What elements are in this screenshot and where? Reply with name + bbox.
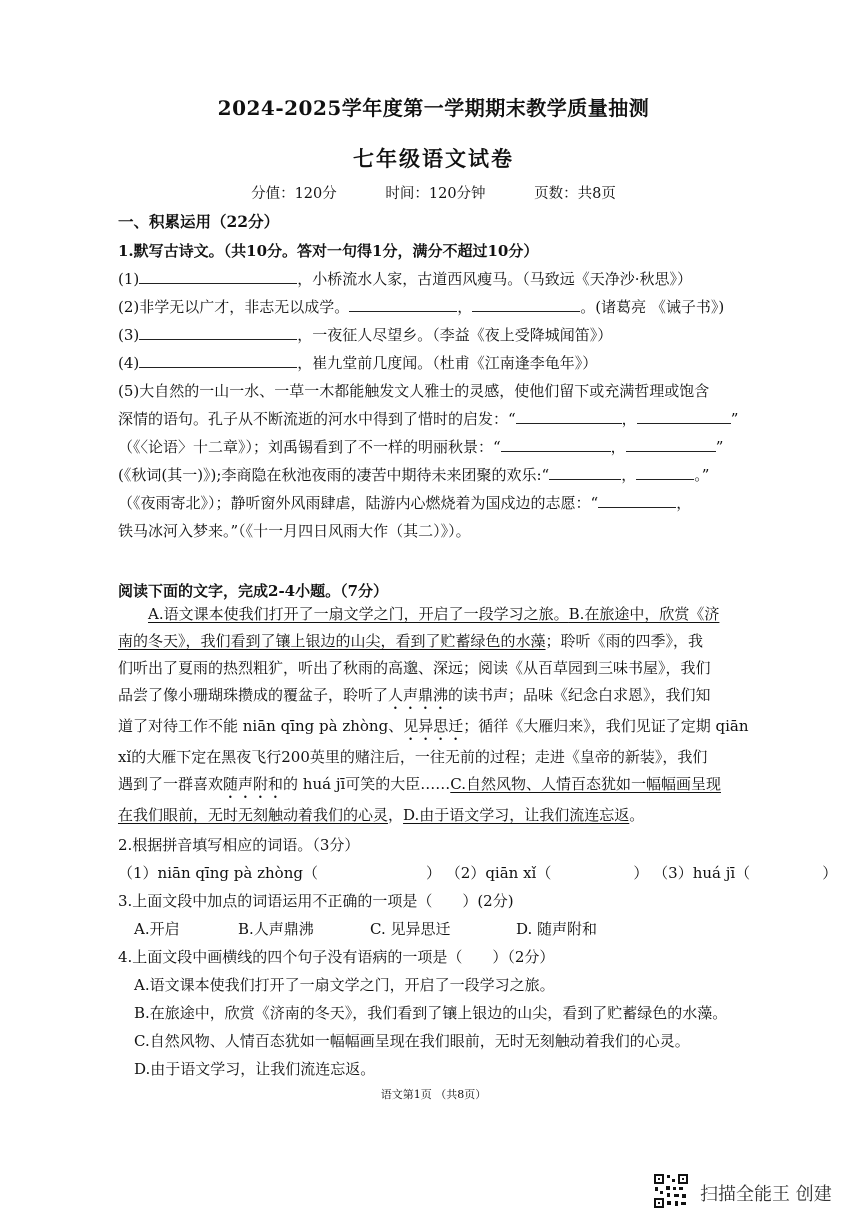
- reading-passage: A.语文课本使我们打开了一扇文学之门，开启了一段学习之旅。B.在旅途中，欣赏《济 南的冬天》，我们看到了镶上银边的山尖，看到了贮蓄绿色的水藻；聆听《雨的四季》，我 们听出了夏雨的热烈粗犷，听出了秋雨的高邈、深远；阅读《从百草园到三味书屋》，我们 品尝了像小珊瑚珠攒成的覆盆子，聆听了人声鼎沸的读书声；品味《纪念白求恩》，我们知 道了对待工作不能 niān qīng pà zhòng、见异思迁；循徉《大雁归来》，我们见证了定期 qiān xǐ的大雁下定在黑夜飞行200英里的赌注后，一往无前的过程；走进《皇帝的新装》，我们 遇到了一群喜欢随声附和的 huá jī可笑的大臣……C.自然风物、人情百态犹如一幅幅画呈现 在我们眼前，无时无刻触动着我们的心灵，D.由于语文学习，让我们流连忘返。: [118, 605, 749, 824]
- dotted-word: 人声鼎沸: [388, 686, 449, 704]
- answer-blank[interactable]: [516, 409, 622, 424]
- exam-subtitle: 七年级语文试卷: [353, 146, 514, 171]
- dotted-word: 见异思迁: [403, 717, 464, 735]
- question-3-options: [134, 918, 597, 939]
- q1-item-5-line-5: （《夜雨寄北》）；静听窗外风雨肆虐，陆游内心燃烧着为国戍边的志愿：“ ，: [118, 494, 692, 512]
- qr-code-icon: [653, 1173, 689, 1209]
- sentence-d: D.由于语文学习，让我们流连忘返: [403, 806, 630, 824]
- q4-option-d[interactable]: D.由于语文学习，让我们流连忘返。: [134, 1060, 376, 1078]
- answer-blank[interactable]: [349, 297, 457, 312]
- q1-item-4: (4) ，崔九堂前几度闻。（杜甫《江南逢李龟年》）: [118, 354, 598, 372]
- option-c[interactable]: C. 见异思迁: [370, 920, 451, 938]
- answer-blank[interactable]: [472, 297, 580, 312]
- option-d[interactable]: D. 随声附和: [516, 920, 598, 938]
- dotted-word: 随声附和: [223, 775, 284, 793]
- sentence-c-end: 在我们眼前，无时无刻触动着我们的心灵: [118, 806, 389, 824]
- exam-meta: [0, 182, 867, 203]
- question-2-title: 2.根据拼音填写相应的词语。（3分）: [118, 836, 360, 854]
- option-a[interactable]: A.开启: [134, 920, 180, 938]
- q1-item-5-line-6: 铁马冰河入梦来。”（《十一月四日风雨大作（其二）》）。: [118, 522, 471, 540]
- time-info: 时间：120分钟: [385, 186, 486, 202]
- page-footer: 语文第1页 （共8页）: [380, 1088, 487, 1101]
- q1-item-5-line-2: 深情的语句。孔子从不断流逝的河水中得到了惜时的启发：“ ， ”: [118, 410, 739, 428]
- answer-blank[interactable]: [501, 437, 611, 452]
- q1-item-1: (1) ，小桥流水人家，古道西风瘦马。（马致远《天净沙·秋思》）: [118, 270, 693, 288]
- question-2-answers: （1）niān qīng pà zhòng（ ） （2）qiān xǐ（ ） （3）huá jī（ ）: [118, 864, 838, 882]
- question-1-title: 1.默写古诗文。（共10分。答对一句得1分，满分不超过10分）: [118, 242, 539, 260]
- answer-blank[interactable]: [139, 353, 297, 368]
- sentence-a: A.语文课本使我们打开了一扇文学之门，开启了一段学习之旅。: [148, 605, 569, 623]
- q1-item-5-line-1: (5)大自然的一山一水、一草一木都能触发文人雅士的灵感，使他们留下或充满哲理或饱含: [118, 382, 710, 400]
- section-heading: 一、积累运用（22分）: [118, 212, 280, 231]
- q1-item-5-line-3: （《〈论语〉十二章》）；刘禹锡看到了不一样的明丽秋景：“ ， ”: [118, 438, 724, 456]
- answer-blank[interactable]: [637, 409, 731, 424]
- sentence-c-start: C.自然风物、人情百态犹如一幅幅画呈现: [450, 775, 721, 793]
- exam-title: 2024-2025学年度第一学期期末教学质量抽测: [217, 96, 650, 120]
- answer-blank[interactable]: [139, 269, 297, 284]
- answer-blank[interactable]: [598, 493, 676, 508]
- option-b[interactable]: B.人声鼎沸: [238, 920, 314, 938]
- sentence-b-start: B.在旅途中，欣赏《济: [568, 605, 720, 623]
- q4-option-b[interactable]: B.在旅途中，欣赏《济南的冬天》，我们看到了镶上银边的山尖，看到了贮蓄绿色的水藻。: [134, 1004, 728, 1022]
- answer-blank[interactable]: [549, 465, 621, 480]
- answer-blank[interactable]: [636, 465, 694, 480]
- q1-item-5-line-4: (《秋词(其一)》);李商隐在秋池夜雨的凄苦中期待未来团聚的欢乐:“ ， 。”: [118, 466, 710, 484]
- q1-item-2: (2)非学无以广才，非志无以成学。 ， 。(诸葛亮 《诫子书》): [118, 298, 725, 316]
- answer-blank[interactable]: [626, 437, 716, 452]
- reading-heading: 阅读下面的文字，完成2-4小题。（7分）: [118, 582, 389, 600]
- scanner-watermark: 扫描全能王 创建: [700, 1184, 832, 1205]
- score-info: 分值：120分: [251, 186, 337, 202]
- answer-blank[interactable]: [139, 325, 297, 340]
- q4-option-c[interactable]: C.自然风物、人情百态犹如一幅幅画呈现在我们眼前，无时无刻触动着我们的心灵。: [134, 1032, 690, 1050]
- q4-option-a[interactable]: A.语文课本使我们打开了一扇文学之门，开启了一段学习之旅。: [134, 976, 555, 994]
- question-4-title: 4.上面文段中画横线的四个句子没有语病的一项是（ ）（2分）: [118, 948, 555, 966]
- pages-info: 页数：共8页: [534, 186, 616, 202]
- question-3-title: 3.上面文段中加点的词语运用不正确的一项是（ ）(2分): [118, 892, 514, 910]
- q1-item-3: (3) ，一夜征人尽望乡。（李益《夜上受降城闻笛》）: [118, 326, 613, 344]
